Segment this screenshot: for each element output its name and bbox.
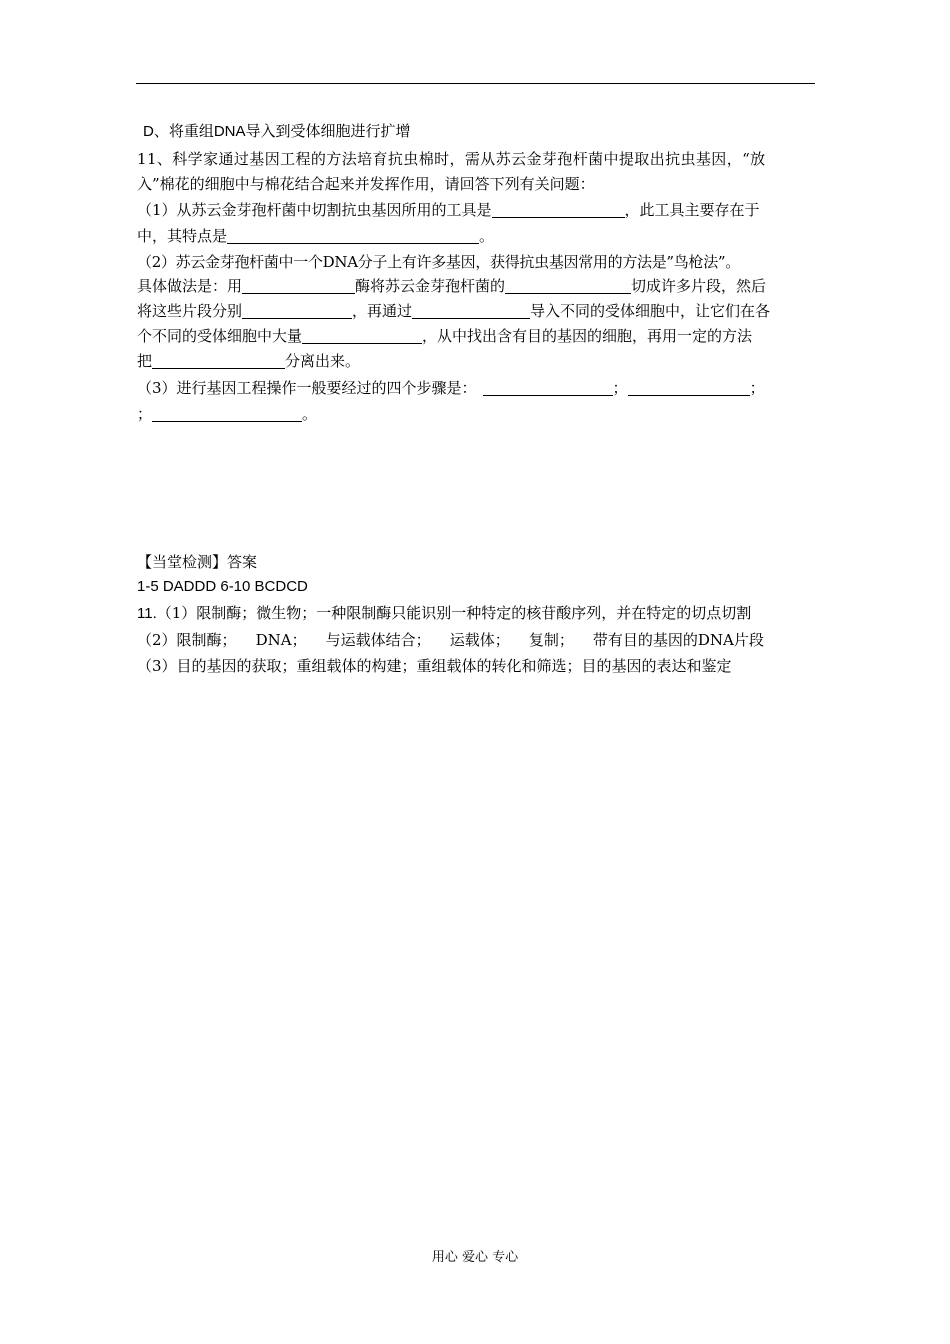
q11-stem-line-1: 11、科学家通过基因工程的方法培育抗虫棉时，需从苏云金芽孢杆菌中提取出抗虫基因，“放	[137, 150, 766, 168]
answers-heading: 【当堂检测】答案	[137, 553, 258, 571]
text-segment: ，从中找出含有目的基因的细胞，再用一定的方法	[422, 327, 753, 345]
q11-part2-line-2	[137, 274, 817, 298]
text-segment: 切成许多片段，然后	[631, 277, 767, 295]
text-segment: ，再通过	[352, 302, 413, 320]
text-segment: 分离出来。	[285, 352, 361, 370]
header-rule	[136, 83, 815, 84]
answer-blank[interactable]	[492, 200, 625, 218]
answer-blank[interactable]	[152, 404, 302, 422]
q11-part2-line-1: （2）苏云金芽孢杆菌中一个DNA分子上有许多基因，获得抗虫基因常用的方法是”鸟枪法”。	[137, 253, 740, 271]
answer-number: 11.	[137, 605, 157, 622]
option-d: D、将重组DNA导入到受体细胞进行扩增	[143, 123, 411, 140]
answer-blank[interactable]	[505, 276, 631, 294]
q11-part1-line-1	[137, 198, 817, 222]
text-segment: 中，其特点是	[137, 227, 228, 245]
q11-part2-line-4	[137, 324, 817, 348]
mc-answers: 1-5 DADDD 6-10 BCDCD	[137, 578, 308, 595]
q11-stem-line-2: 入”棉花的细胞中与棉花结合起来并发挥作用，请回答下列有关问题：	[137, 175, 595, 193]
text-segment: 导入不同的受体细胞中，让它们在各	[530, 302, 771, 320]
separator: ；	[749, 379, 765, 397]
answer-blank[interactable]	[242, 301, 352, 319]
text-segment: 。	[302, 405, 318, 423]
answer-11-part2: （2）限制酶； DNA； 与运载体结合； 运载体； 复制； 带有目的基因的DNA片段	[137, 631, 764, 649]
text-segment: 酶将苏云金芽孢杆菌的	[355, 277, 506, 295]
q11-part3-line-1	[137, 376, 817, 400]
separator: ；	[612, 379, 628, 397]
text-segment: 。	[479, 227, 495, 245]
text-segment: （1）限制酶；微生物；一种限制酶只能识别一种特定的核苷酸序列，并在特定的切点切割	[156, 604, 752, 622]
answer-11-part3: （3）目的基因的获取；重组载体的构建；重组载体的转化和筛选；目的基因的表达和鉴定	[137, 657, 732, 675]
answer-blank[interactable]	[412, 301, 530, 319]
q11-part1-line-2	[137, 224, 817, 248]
text-segment: （1）从苏云金芽孢杆菌中切割抗虫基因所用的工具是	[137, 201, 492, 219]
answer-blank[interactable]	[242, 276, 355, 294]
text-segment: 个不同的受体细胞中大量	[137, 327, 303, 345]
text-segment: ，此工具主要存在于	[624, 201, 760, 219]
answer-blank[interactable]	[302, 326, 422, 344]
answer-11-part1	[137, 601, 817, 626]
separator: ；	[137, 405, 153, 423]
q11-part2-line-3	[137, 299, 817, 323]
text-segment: 把	[137, 352, 153, 370]
text-segment: 将这些片段分别	[137, 302, 243, 320]
text-segment: （3）进行基因工程操作一般要经过的四个步骤是：	[137, 379, 477, 397]
text-segment: 具体做法是：用	[137, 277, 243, 295]
answer-blank[interactable]	[483, 378, 613, 396]
q11-part2-line-5	[137, 349, 817, 373]
page-footer: 用心 爱心 专心	[431, 1250, 519, 1265]
answer-blank[interactable]	[628, 378, 750, 396]
answer-blank[interactable]	[152, 351, 285, 369]
answer-blank[interactable]	[227, 226, 479, 244]
q11-part3-line-2	[137, 402, 817, 426]
